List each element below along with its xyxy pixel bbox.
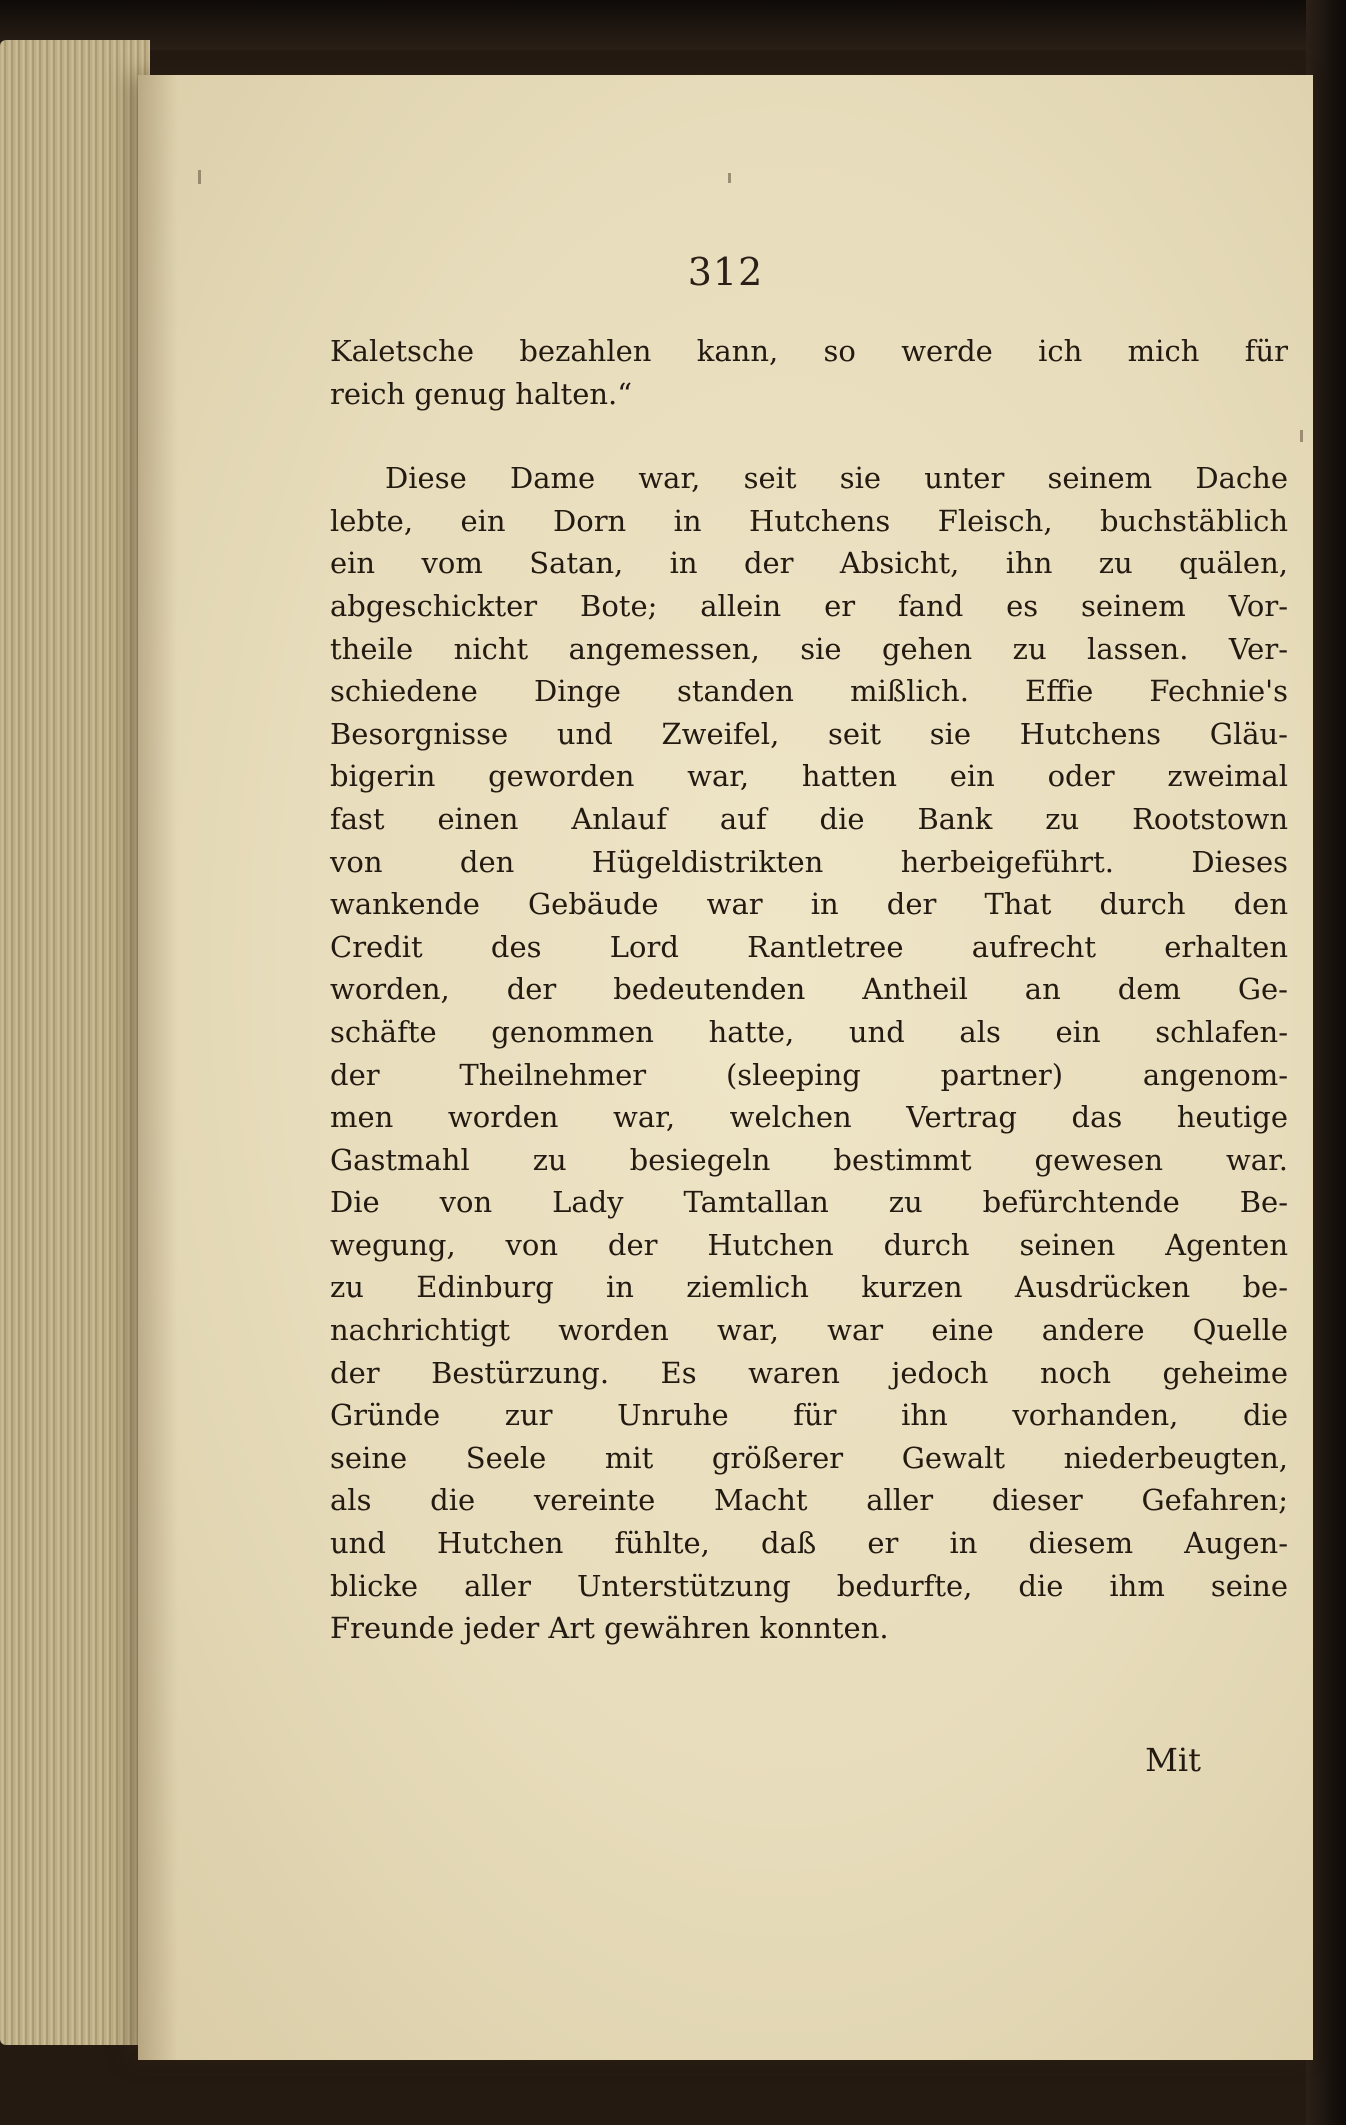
text-line: wankende Gebäude war in der That durch den bbox=[330, 887, 1288, 922]
paragraph-gap bbox=[330, 415, 1288, 457]
text-line: theile nicht angemessen, sie gehen zu lassen. Ver- bbox=[330, 631, 1288, 666]
page-number: 312 bbox=[687, 250, 764, 294]
text-line: Gründe zur Unruhe für ihn vorhanden, die bbox=[330, 1398, 1288, 1433]
text-line: der Bestürzung. Es waren jedoch noch geheime bbox=[330, 1355, 1288, 1390]
text-line: fast einen Anlauf auf die Bank zu Rootstown bbox=[330, 801, 1288, 836]
text-line: lebte, ein Dorn in Hutchens Fleisch, buchstäblich bbox=[330, 503, 1288, 538]
text-line: Besorgnisse und Zweifel, seit sie Hutchens Gläu- bbox=[330, 716, 1288, 751]
book-page bbox=[138, 75, 1313, 2060]
text-line: seine Seele mit größerer Gewalt niederbeugten, bbox=[330, 1440, 1288, 1475]
text-line: nachrichtigt worden war, war eine andere Quelle bbox=[330, 1313, 1288, 1348]
paper-speck bbox=[728, 173, 731, 183]
text-line: und Hutchen fühlte, daß er in diesem Augen- bbox=[330, 1526, 1288, 1561]
text-line: blicke aller Unterstützung bedurfte, die ihm seine bbox=[330, 1568, 1288, 1603]
text-line: ein vom Satan, in der Absicht, ihn zu quälen, bbox=[330, 546, 1288, 581]
text-line: Credit des Lord Rantletree aufrecht erhalten bbox=[330, 929, 1288, 964]
paper-speck bbox=[1300, 430, 1303, 442]
text-line: als die vereinte Macht aller dieser Gefahren; bbox=[330, 1483, 1288, 1518]
catchword: Mit bbox=[1145, 1741, 1201, 1779]
text-line: worden, der bedeutenden Antheil an dem Ge- bbox=[330, 972, 1288, 1007]
text-line: Freunde jeder Art gewähren konnten. bbox=[330, 1611, 889, 1646]
text-line: abgeschickter Bote; allein er fand es seinem Vor- bbox=[330, 588, 1288, 623]
text-line: schiedene Dinge standen mißlich. Effie Fechnie's bbox=[330, 674, 1288, 709]
text-line: Gastmahl zu besiegeln bestimmt gewesen war. bbox=[330, 1142, 1288, 1177]
text-line: Die von Lady Tamtallan zu befürchtende Be- bbox=[330, 1185, 1288, 1220]
text-line: Kaletsche bezahlen kann, so werde ich mich für bbox=[330, 334, 1288, 368]
text-line: von den Hügeldistrikten herbeigeführt. Dieses bbox=[330, 844, 1288, 879]
text-line: men worden war, welchen Vertrag das heutige bbox=[330, 1100, 1288, 1135]
gutter-shadow bbox=[138, 75, 178, 2060]
text-line: schäfte genommen hatte, und als ein schlafen- bbox=[330, 1014, 1288, 1049]
text-line: bigerin geworden war, hatten ein oder zweimal bbox=[330, 759, 1288, 794]
page-edges bbox=[0, 40, 150, 2045]
text-line: Diese Dame war, seit sie unter seinem Dache bbox=[385, 461, 1288, 496]
text-line: der Theilnehmer (sleeping partner) angenom- bbox=[330, 1057, 1288, 1092]
book-cover-top bbox=[0, 0, 1346, 50]
paper-speck bbox=[198, 170, 201, 184]
text-line: zu Edinburg in ziemlich kurzen Ausdrücken be- bbox=[330, 1270, 1288, 1305]
body-text bbox=[330, 330, 1288, 1650]
text-line: wegung, von der Hutchen durch seinen Agenten bbox=[330, 1227, 1288, 1262]
text-line: reich genug halten.“ bbox=[330, 376, 633, 411]
